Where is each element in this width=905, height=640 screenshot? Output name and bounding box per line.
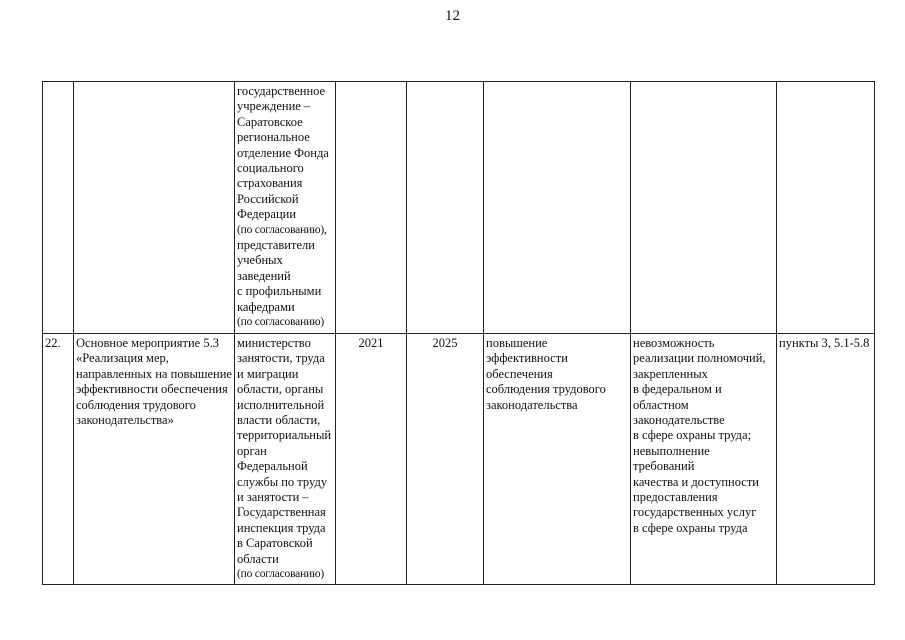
executor-line: с профильными (237, 284, 322, 299)
executor-line: учебных (237, 253, 283, 268)
end-year-cell (407, 82, 484, 334)
start-year-cell: 2021 (336, 334, 407, 585)
executor-line: региональное (237, 130, 310, 145)
measure-name-cell: Основное мероприятие 5.3 «Реализация мер, направленных на повышение эффективности обеспечения соблюдения трудового законодательства» (74, 334, 235, 585)
expected-result-cell (484, 82, 631, 334)
executor-line: государственное (237, 84, 326, 98)
executor-line: Саратовское (237, 114, 303, 129)
end-year-cell: 2025 (407, 334, 484, 585)
executor-line: Государственная (237, 505, 326, 520)
executor-line: министерство (237, 336, 311, 350)
start-year-cell (336, 82, 407, 334)
executor-line: территориальный (237, 428, 332, 443)
table-row (43, 82, 875, 334)
executor-line: власти области, (237, 413, 321, 428)
executor-line: области (237, 551, 279, 566)
executor-line: представители (237, 238, 315, 253)
executor-line: в Саратовской (237, 536, 313, 551)
executor-line: Российской (237, 191, 299, 206)
consequences-cell: невозможность реализации полномочий, закрепленных в федеральном и областном законодательстве в сфере охраны труда; невыполнение требований качества и доступности предоставления государственных услуг в сфере охраны труда (631, 334, 777, 585)
table-row (43, 334, 875, 585)
executor-line: (по согласованию) (237, 316, 325, 329)
executor-line: отделение Фонда (237, 145, 329, 160)
executor-line: (по согласованию), (237, 223, 327, 236)
expected-result-cell: повышение эффективности обеспечения соблюдения трудового законодательства (484, 334, 631, 585)
executor-line: исполнительной (237, 397, 325, 412)
executor-line: (по согласованию) (237, 568, 325, 581)
executor-line: кафедрами (237, 299, 295, 314)
page-number: 12 (445, 8, 460, 24)
executor-line: инспекция труда (237, 520, 326, 535)
executor-line: Федерации (237, 207, 297, 222)
executor-line: учреждение – (237, 99, 311, 114)
executor-line: занятости, труда (237, 351, 325, 366)
row-number-cell: 22. (43, 334, 74, 585)
executor-line: и миграции (237, 366, 299, 381)
executor-line: социального (237, 161, 304, 176)
executor-line: Федеральной (237, 459, 308, 474)
executor-line: и занятости – (237, 490, 309, 505)
row-number-cell (43, 82, 74, 334)
executor-cell (235, 82, 336, 334)
consequences-cell (631, 82, 777, 334)
executor-line: страхования (237, 176, 303, 191)
executor-line: орган (237, 443, 267, 458)
executor-cell (235, 334, 336, 585)
link-cell: пункты 3, 5.1-5.8 (777, 334, 875, 585)
executor-line: области, органы (237, 382, 324, 397)
measures-table (42, 81, 875, 585)
measure-name-cell (74, 82, 235, 334)
executor-line: службы по труду (237, 474, 328, 489)
executor-line: заведений (237, 268, 291, 283)
link-cell (777, 82, 875, 334)
